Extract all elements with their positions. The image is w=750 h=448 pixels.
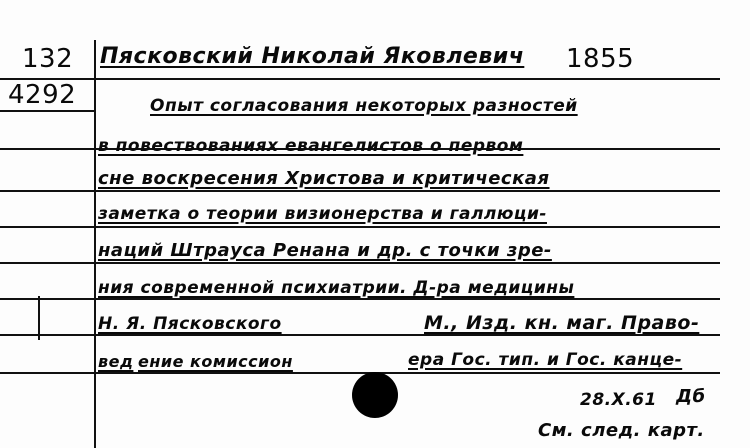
line-rule [0, 226, 720, 228]
line-rule [0, 334, 720, 336]
imprint-line-middle: ение комиссион [138, 352, 293, 371]
date-note: 28.X.61 [580, 390, 657, 410]
library-stamp [352, 372, 398, 418]
margin-mark [38, 296, 46, 340]
catalog-number: 132 [22, 44, 74, 74]
title-line: в повествованиях евангелистов о первом [98, 136, 524, 156]
line-rule [0, 298, 720, 300]
line-rule [0, 372, 720, 374]
author-name: Пясковский Николай Яковлевич [100, 44, 525, 69]
initials: Дб [676, 386, 706, 407]
inventory-number: 4292 [8, 80, 77, 110]
imprint-line-end: ера Гос. тип. и Гос. канце- [408, 350, 683, 370]
title-line: Опыт согласования некоторых разностей [150, 96, 578, 116]
line-rule [0, 190, 720, 192]
line-rule [0, 262, 720, 264]
author-year: 1855 [566, 44, 635, 74]
author-initials-line: Н. Я. Пясковского [98, 314, 282, 334]
see-next-card: См. след. карт. [538, 420, 705, 441]
title-line: наций Штрауса Ренана и др. с точки зре- [98, 240, 552, 261]
number-rule [0, 110, 94, 112]
title-line: ния современной психиатрии. Д-ра медицины [98, 278, 575, 298]
imprint-place: М., Изд. кн. маг. Право- [424, 312, 700, 334]
header-rule [0, 78, 720, 80]
imprint-line-start: вед [98, 352, 134, 371]
title-line: сне воскресения Христова и критическая [98, 168, 550, 189]
margin-rule [94, 40, 96, 448]
title-line: заметка о теории визионерства и галлюци- [98, 204, 547, 224]
